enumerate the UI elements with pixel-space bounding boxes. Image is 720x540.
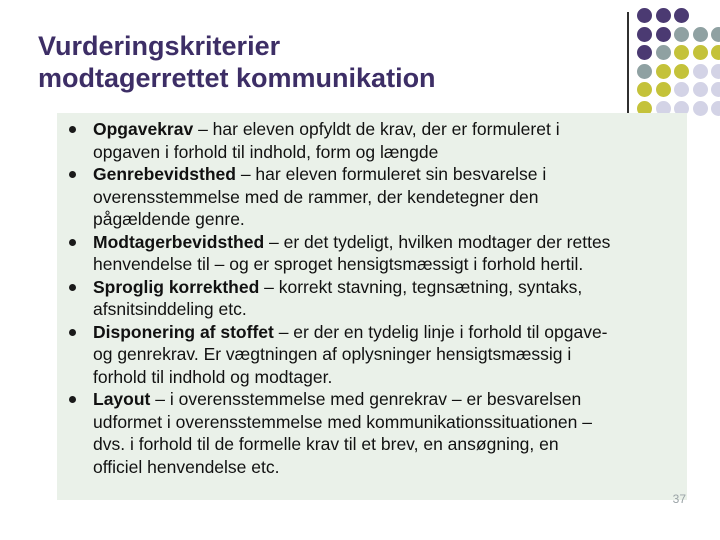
list-item xyxy=(67,163,707,231)
decorative-dot xyxy=(637,8,652,23)
criterion-term: Modtagerbevidsthed xyxy=(93,231,265,252)
list-item xyxy=(67,231,707,276)
criterion-text: udformet i overensstemmelse med kommunikationssituationen – xyxy=(93,411,592,432)
bullet-icon xyxy=(69,329,76,336)
decorative-dot xyxy=(656,82,671,97)
bullet-icon xyxy=(69,239,76,246)
list-item xyxy=(67,276,707,321)
criterion-term: Layout xyxy=(93,389,151,409)
decorative-dot xyxy=(693,27,708,42)
slide-title xyxy=(38,30,598,94)
criterion-term: Opgavekrav xyxy=(93,119,194,139)
criterion-text: henvendelse til – og er sproget hensigtsmæssigt i forhold hertil. xyxy=(93,254,584,274)
criterion-text: dvs. i forhold til de formelle krav til et brev, en ansøgning, en xyxy=(93,434,559,454)
criteria-list xyxy=(67,118,707,478)
list-item xyxy=(67,321,707,389)
decorative-dot xyxy=(693,82,708,97)
decorative-dot xyxy=(656,27,671,42)
bullet-icon xyxy=(69,171,76,178)
decorative-dot xyxy=(656,8,671,23)
decorative-dot xyxy=(711,82,720,97)
decorative-dot xyxy=(674,64,689,79)
criterion-text: – er der en tydelig linje i forhold til opgave- xyxy=(273,321,608,342)
criterion-text: – i overensstemmelse med genrekrav – er besvarelsen xyxy=(150,389,582,409)
criterion-text: – har eleven formuleret sin besvarelse i xyxy=(235,164,547,184)
criterion-text: – har eleven opfyldt de krav, der er formuleret i xyxy=(193,119,560,139)
decorative-dot xyxy=(674,82,689,97)
criterion-text: – korrekt stavning, tegnsætning, syntaks, xyxy=(259,276,583,297)
criterion-term: Genrebevidsthed xyxy=(93,164,236,184)
decorative-dot xyxy=(693,64,708,79)
decorative-dot xyxy=(711,101,720,116)
criterion-text: officiel henvendelse etc. xyxy=(93,456,280,477)
bullet-icon xyxy=(69,284,76,291)
decorative-dot xyxy=(711,64,720,79)
criterion-term: Sproglig korrekthed xyxy=(93,276,260,297)
list-item xyxy=(67,118,707,163)
criterion-text: pågældende genre. xyxy=(93,209,245,229)
title-line-2: modtagerrettet kommunikation xyxy=(38,63,436,93)
criterion-text: opgaven i forhold til indhold, form og længde xyxy=(93,141,439,162)
page-number: 37 xyxy=(672,492,686,506)
title-line-1: Vurderingskriterier xyxy=(38,31,281,61)
decorative-dot xyxy=(637,82,652,97)
decorative-dot xyxy=(674,27,689,42)
criterion-text: og genrekrav. Er vægtningen af oplysninger hensigtsmæssig i xyxy=(93,344,572,364)
bullet-icon xyxy=(69,396,76,403)
decorative-dot xyxy=(674,8,689,23)
decorative-dot xyxy=(711,27,720,42)
criterion-text: – er det tydeligt, hvilken modtager der rettes xyxy=(264,231,611,252)
criterion-text: forhold til indhold og modtager. xyxy=(93,366,333,387)
decorative-dot xyxy=(656,45,671,60)
decorative-dot xyxy=(693,45,708,60)
criterion-text: afsnitsinddeling etc. xyxy=(93,299,247,319)
decorative-dot xyxy=(637,27,652,42)
decorative-dot xyxy=(637,64,652,79)
decorative-dot xyxy=(656,64,671,79)
decorative-dot xyxy=(637,45,652,60)
decorative-dot xyxy=(711,45,720,60)
criterion-term: Disponering af stoffet xyxy=(93,321,274,342)
decorative-divider xyxy=(627,12,629,114)
decorative-dot xyxy=(693,101,708,116)
decorative-dot-grid xyxy=(637,8,720,120)
bullet-icon xyxy=(69,126,76,133)
list-item xyxy=(67,388,707,478)
criterion-text: overensstemmelse med de rammer, der kendetegner den xyxy=(93,186,539,207)
decorative-dot xyxy=(674,45,689,60)
